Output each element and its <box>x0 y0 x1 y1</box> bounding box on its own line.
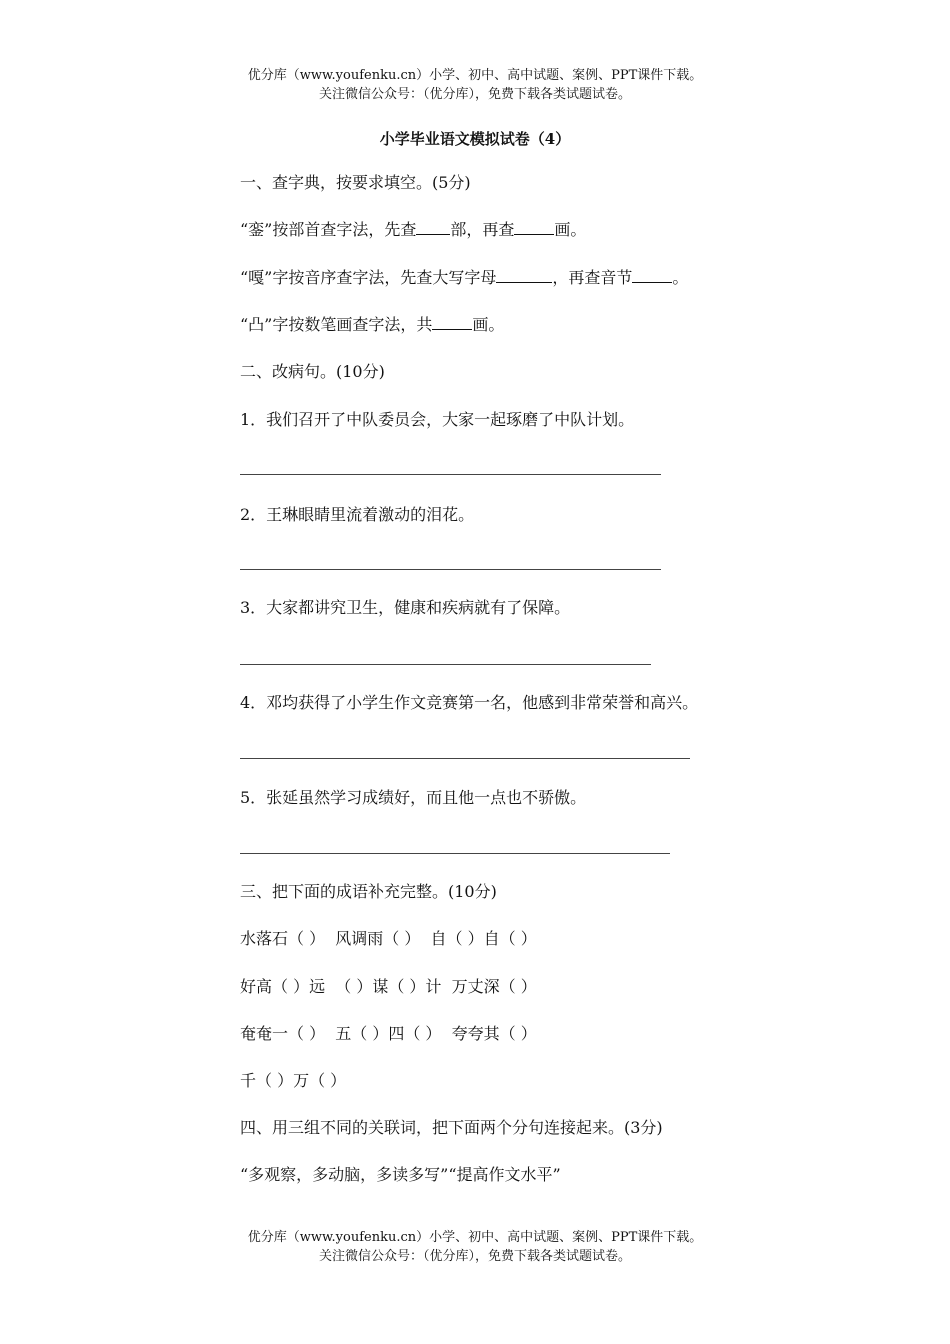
q1-text-c: 画。 <box>554 220 587 239</box>
q1-text-a: “銮”按部首查字法，先查 <box>240 220 417 239</box>
answer-blank[interactable] <box>496 268 552 283</box>
answer-blank[interactable] <box>416 220 450 235</box>
section1-question-1 <box>240 220 586 240</box>
header-line-1: 优分库（www.youfenku.cn）小学、初中、高中试题、案例、PPT课件下载。 <box>247 68 703 83</box>
idiom-row-3: 奄奄一（ ） 五（ ）四（ ） 夸夸其（ ） <box>240 1024 537 1043</box>
q2-text-a: “嘎”字按音序查字法，先查大写字母 <box>240 268 497 287</box>
q3-text-b: 画。 <box>472 315 505 334</box>
sentence-item-1: 1．我们召开了中队委员会，大家一起琢磨了中队计划。 <box>240 410 635 429</box>
section4-heading: 四、用三组不同的关联词，把下面两个分句连接起来。(3分) <box>240 1118 663 1137</box>
section3-heading: 三、把下面的成语补充完整。(10分) <box>240 882 497 901</box>
sentence-item-3: 3．大家都讲究卫生，健康和疾病就有了保障。 <box>240 598 571 617</box>
answer-line-2[interactable] <box>240 569 661 570</box>
sentence-item-2: 2．王琳眼睛里流着激动的泪花。 <box>240 505 475 524</box>
q1-text-b: 部，再查 <box>450 220 515 239</box>
section2-heading: 二、改病句。(10分) <box>240 362 385 381</box>
idiom-row-2: 好高（ ）远 （ ）谋（ ）计 万丈深（ ） <box>240 977 537 996</box>
section1-heading: 一、查字典，按要求填空。(5分) <box>240 173 471 192</box>
answer-line-4[interactable] <box>240 758 690 759</box>
q3-text-a: “凸”字按数笔画查字法，共 <box>240 315 433 334</box>
header-line-2: 关注微信公众号：（优分库），免费下载各类试题试卷。 <box>318 87 631 102</box>
answer-blank[interactable] <box>432 315 472 330</box>
answer-blank[interactable] <box>514 220 554 235</box>
answer-line-3[interactable] <box>240 664 651 665</box>
sentence-item-4: 4．邓均获得了小学生作文竞赛第一名，他感到非常荣誉和高兴。 <box>240 693 699 712</box>
answer-blank[interactable] <box>632 268 672 283</box>
idiom-row-4: 千（ ）万（ ） <box>240 1071 347 1090</box>
q2-text-c: 。 <box>672 268 689 287</box>
idiom-row-1: 水落石（ ） 风调雨（ ） 自（ ）自（ ） <box>240 929 537 948</box>
footer-line-1: 优分库（www.youfenku.cn）小学、初中、高中试题、案例、PPT课件下载。 <box>247 1230 703 1245</box>
section1-question-2 <box>240 268 688 288</box>
answer-line-1[interactable] <box>240 474 661 475</box>
page-title: 小学毕业语文模拟试卷（4） <box>379 130 571 148</box>
section1-question-3 <box>240 315 504 335</box>
answer-line-5[interactable] <box>240 853 670 854</box>
sentence-item-5: 5．张延虽然学习成绩好，而且他一点也不骄傲。 <box>240 788 587 807</box>
footer-line-2: 关注微信公众号：（优分库），免费下载各类试题试卷。 <box>318 1249 631 1264</box>
q2-text-b: ，再查音节 <box>552 268 633 287</box>
section4-sentence: “多观察，多动脑，多读多写”“提高作文水平” <box>240 1165 561 1184</box>
